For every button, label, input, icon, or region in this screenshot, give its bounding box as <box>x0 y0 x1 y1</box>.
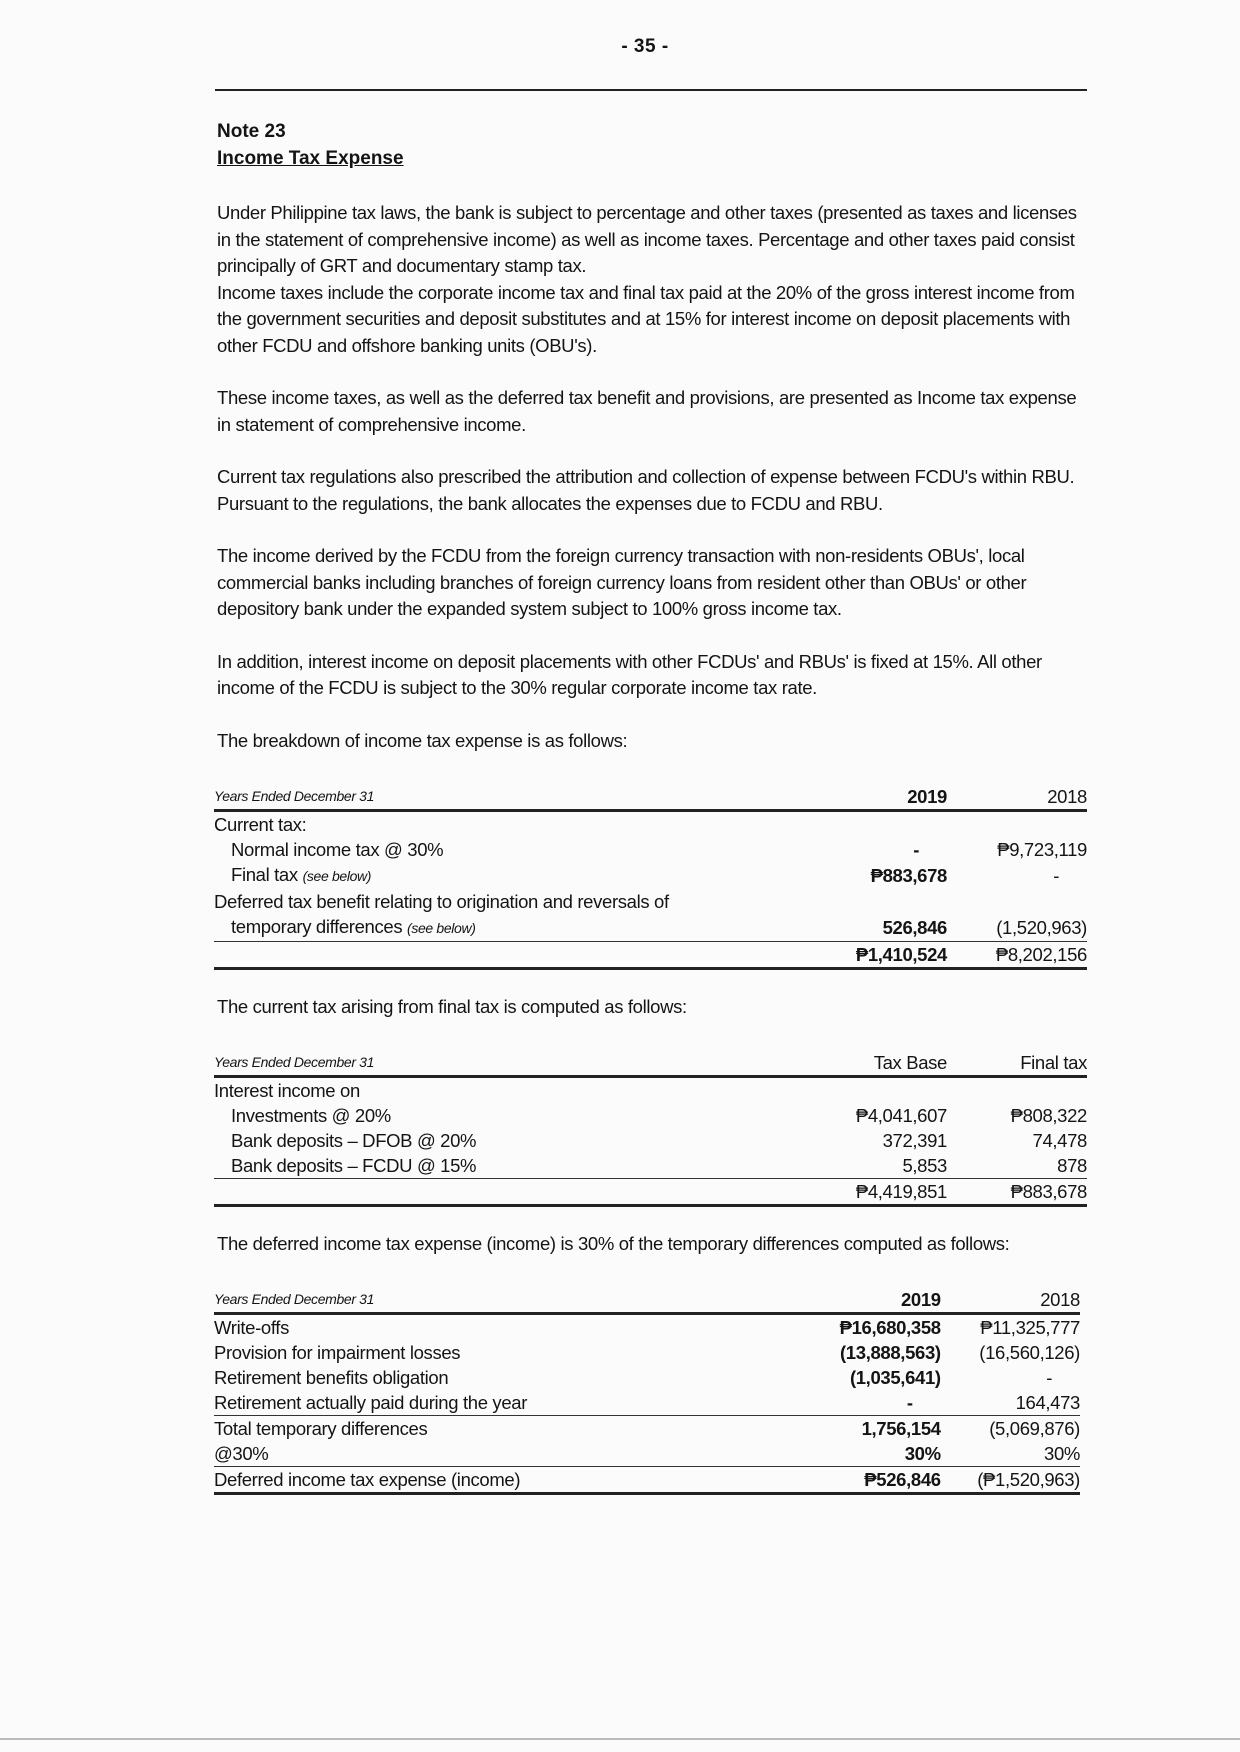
table-row <box>214 1128 1087 1153</box>
cell-value <box>747 810 947 837</box>
table-caption: Years Ended December 31 <box>214 784 747 811</box>
paragraph: In addition, interest income on deposit placements with other FCDUs' and RBUs' is fixed at 15%. All other income of the FCDU is subject to the 30% regular corporate income tax rate. <box>217 650 1042 698</box>
table-row <box>214 810 1087 837</box>
row-label: Final tax <box>231 863 298 885</box>
table-row <box>214 1340 1080 1365</box>
cell-value: (5,069,876) <box>989 1417 1080 1439</box>
total-value: ₱1,410,524 <box>747 941 947 968</box>
table-header-row <box>214 1287 1080 1314</box>
row-label: Normal income tax @ 30% <box>231 838 444 860</box>
cell-value: 878 <box>1057 1154 1087 1176</box>
row-note: (see below) <box>302 867 372 884</box>
total-value: ₱4,419,851 <box>747 1178 947 1205</box>
table-row <box>214 837 1087 862</box>
column-header: 2018 <box>947 784 1087 811</box>
row-label: Investments @ 20% <box>231 1104 391 1126</box>
cell-value: ₱11,325,777 <box>980 1316 1080 1338</box>
row-label: Bank deposits – DFOB @ 20% <box>231 1129 477 1151</box>
column-header: 2019 <box>747 784 947 811</box>
note-number: Note 23 <box>217 121 286 142</box>
cell-value <box>947 889 1087 914</box>
cell-value: - <box>1053 864 1059 886</box>
row-label: @30% <box>214 1441 743 1467</box>
row-label: Interest income on <box>214 1079 360 1101</box>
row-note: (see below) <box>407 919 476 936</box>
table-row <box>214 1313 1080 1340</box>
table-row <box>214 1153 1087 1179</box>
table-row <box>214 889 1087 914</box>
row-label: Current tax: <box>214 813 307 835</box>
column-header: 2019 <box>743 1287 941 1314</box>
cell-value: 30% <box>743 1441 941 1467</box>
table-row <box>214 862 1087 889</box>
column-header: Final tax <box>947 1050 1087 1077</box>
paragraph: Income taxes include the corporate income tax and final tax paid at the 20% of the gross interest income from the government securities and deposit substitutes and at 15% for interest income on deposit placements with other FCDU and offshore banking units (OBU's). <box>217 281 1075 356</box>
table-intro: The current tax arising from final tax is computed as follows: <box>217 995 687 1017</box>
table-caption: Years Ended December 31 <box>214 1287 743 1314</box>
table-row <box>214 1076 1087 1103</box>
column-header: Tax Base <box>747 1050 947 1077</box>
cell-value <box>747 889 947 914</box>
paragraph: The income derived by the FCDU from the foreign currency transaction with non-residents OBUs', local commercial banks including branches of foreign currency loans from resident other than OBUs' or other depository bank under the expanded system subject to 100% gross income tax. <box>217 545 1027 619</box>
paragraph: These income taxes, as well as the deferred tax benefit and provisions, are presented as Income tax expense in statement of comprehensive income. <box>217 387 1077 435</box>
row-label: Total temporary differences <box>214 1417 428 1439</box>
paragraph: Current tax regulations also prescribed the attribution and collection of expense between FCDU's within RBU. Pursuant to the regulations, the bank allocates the expenses due to FCDU and RBU. <box>217 466 1075 514</box>
row-label: Provision for impairment losses <box>214 1341 461 1363</box>
row-label: Retirement actually paid during the year <box>214 1390 743 1416</box>
page-bottom-edge <box>0 1738 1240 1740</box>
cell-value: ₱808,322 <box>1010 1104 1087 1126</box>
paragraph: Under Philippine tax laws, the bank is subject to percentage and other taxes (presented as taxes and licenses in the statement of comprehensive income) as well as income taxes. Percentage and other taxes paid consist principally of GRT and documentary stamp tax. <box>217 202 1077 276</box>
deferred-tax-table <box>214 1287 1080 1495</box>
table-intro: The deferred income tax expense (income) is 30% of the temporary differences computed as follows: <box>217 1232 1010 1254</box>
cell-value: 164,473 <box>941 1390 1080 1416</box>
cell-value: ₱883,678 <box>870 864 947 886</box>
cell-value: 74,478 <box>1032 1129 1087 1151</box>
cell-value: (1,035,641) <box>849 1366 941 1388</box>
cell-value: - <box>913 838 919 860</box>
rate-row <box>214 1441 1080 1467</box>
table-row <box>214 1103 1087 1128</box>
total-value: (₱1,520,963) <box>941 1466 1080 1493</box>
income-tax-breakdown-table <box>214 784 1087 970</box>
cell-value: - <box>743 1390 941 1416</box>
table-header-row <box>214 1050 1087 1077</box>
row-label: Deferred income tax expense (income) <box>214 1466 743 1493</box>
page-number: - 35 - <box>621 36 669 57</box>
row-label: Deferred tax benefit relating to origination and reversals of <box>214 890 669 912</box>
note-title: Income Tax Expense <box>217 148 404 169</box>
cell-value: (16,560,126) <box>979 1341 1080 1363</box>
subtotal-row <box>214 1415 1080 1441</box>
row-label: Retirement benefits obligation <box>214 1366 449 1388</box>
column-header: 2018 <box>941 1287 1080 1314</box>
row-label: Write-offs <box>214 1316 289 1338</box>
row-label: Bank deposits – FCDU @ 15% <box>231 1154 477 1176</box>
total-value: ₱526,846 <box>743 1466 941 1493</box>
row-label: temporary differences <box>231 915 403 937</box>
total-row <box>214 941 1087 968</box>
table-intro: The breakdown of income tax expense is as follows: <box>217 729 628 751</box>
cell-value: - <box>1046 1366 1052 1388</box>
total-value: ₱883,678 <box>947 1178 1087 1205</box>
cell-value <box>947 810 1087 837</box>
cell-value: (1,520,963) <box>996 916 1087 938</box>
table-row <box>214 1390 1080 1416</box>
table-row <box>214 1365 1080 1390</box>
header-rule <box>215 89 1087 91</box>
cell-value: ₱9,723,119 <box>997 838 1087 860</box>
cell-value: 372,391 <box>882 1129 947 1151</box>
cell-value <box>747 1076 947 1103</box>
total-row <box>214 1466 1080 1493</box>
final-tax-table <box>214 1050 1087 1207</box>
cell-value: ₱16,680,358 <box>839 1316 941 1338</box>
total-value: ₱8,202,156 <box>947 941 1087 968</box>
table-caption: Years Ended December 31 <box>214 1050 747 1077</box>
table-header-row <box>214 784 1087 811</box>
cell-value <box>947 1076 1087 1103</box>
note-body <box>214 118 1087 1495</box>
cell-value: ₱4,041,607 <box>855 1104 947 1126</box>
table-row <box>214 914 1087 942</box>
cell-value: 526,846 <box>882 916 947 938</box>
total-row <box>214 1178 1087 1205</box>
cell-value: 5,853 <box>902 1154 947 1176</box>
cell-value: (13,888,563) <box>840 1341 941 1363</box>
cell-value: 1,756,154 <box>861 1417 941 1439</box>
cell-value: 30% <box>941 1441 1080 1467</box>
